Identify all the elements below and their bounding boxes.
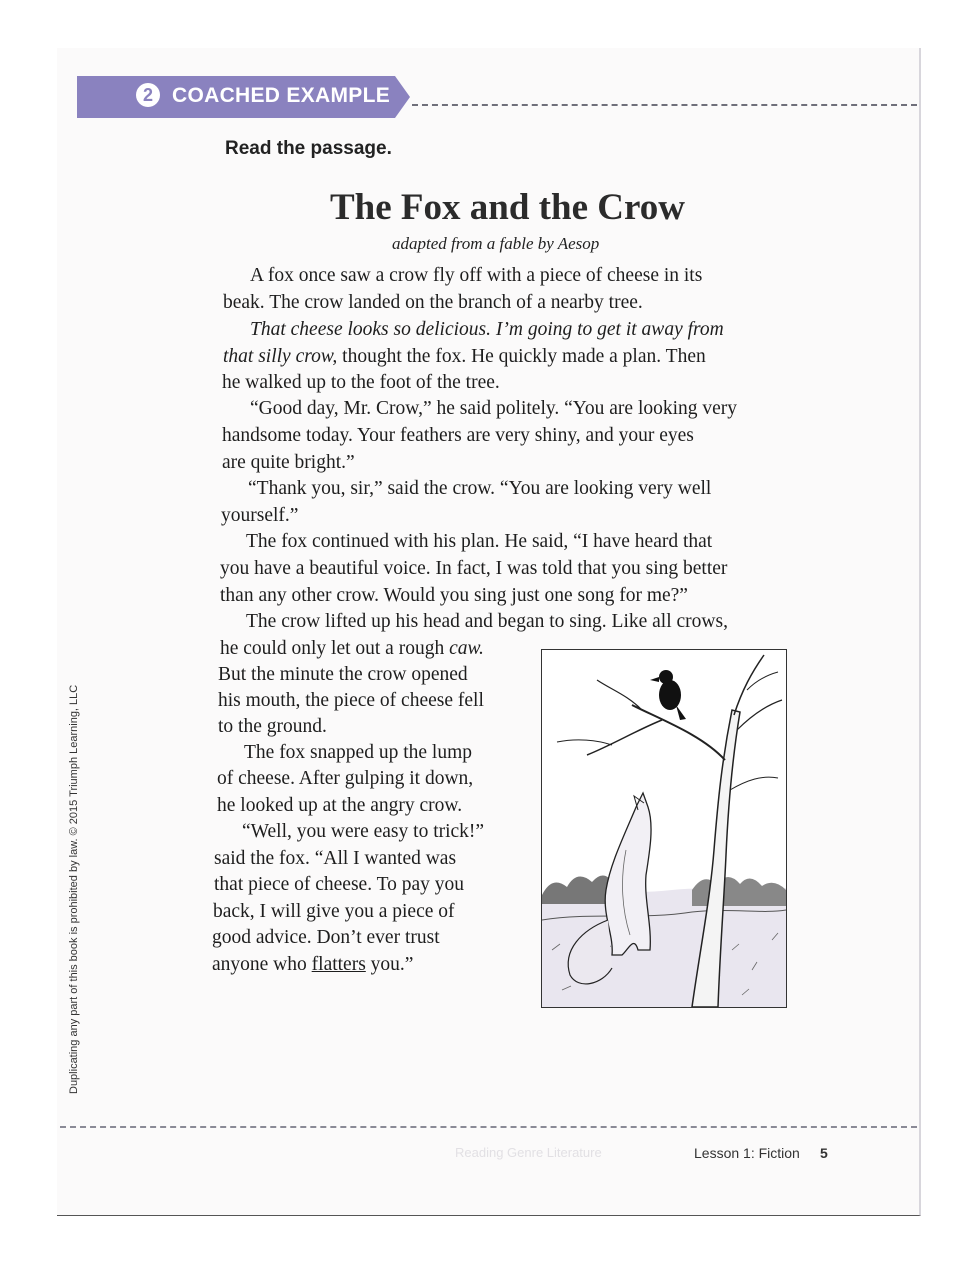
story-text: thought the fox. He quickly made a plan. Then [337,346,706,367]
story-line [250,398,737,420]
story-line [218,690,484,712]
story-line [217,795,462,817]
story-text: anyone who [212,954,312,975]
story-line [212,927,440,949]
story-text: said the fox. “All I wanted was [214,848,457,869]
vocabulary-word: flatters [311,954,366,975]
story-line [221,505,298,527]
story-line [212,954,413,976]
footer-lesson-label: Lesson 1: Fiction [694,1145,800,1161]
instruction-text: Read the passage. [225,138,392,159]
story-text: good advice. Don’t ever trust [212,927,440,948]
story-text: caw. [449,638,484,659]
story-line [246,531,712,553]
story-text: that silly crow, [223,346,338,367]
story-text: to the ground. [218,716,327,737]
story-text: But the minute the crow opened [218,664,468,685]
bleed-through-text: Reading Genre Literature [455,1145,602,1160]
story-text: The crow lifted up his head and began to sing. Like all crows, [246,611,728,632]
story-line [218,664,468,686]
story-byline: adapted from a fable by Aesop [392,234,600,253]
story-text: he looked up at the angry crow. [217,795,463,816]
story-text: handsome today. Your feathers are very shiny, and your eyes [222,425,694,446]
story-line [222,452,355,474]
story-line [220,585,688,607]
story-text: “Thank you, sir,” said the crow. “You are looking very well [248,478,712,499]
story-line [220,558,727,580]
page-number: 5 [820,1145,828,1161]
story-text: he walked up to the foot of the tree. [222,372,500,393]
story-line [223,346,706,368]
story-line [250,265,702,287]
story-line [214,848,456,870]
story-line [213,901,455,923]
story-line [223,292,643,314]
story-text: than any other crow. Would you sing just one song for me?” [220,585,688,606]
story-text: “Good day, Mr. Crow,” he said politely. “You are looking very [250,398,738,419]
dashed-divider-top [412,104,917,106]
dashed-divider-bottom [60,1126,917,1128]
fox-and-crow-illustration [541,649,787,1008]
story-line [248,478,711,500]
story-text: “Well, you were easy to trick!” [242,821,485,842]
story-line [222,372,500,394]
story-text: yourself.” [221,505,299,526]
story-text: are quite bright.” [222,452,355,473]
story-line [220,638,484,660]
story-line [222,425,694,447]
story-line [246,611,728,633]
story-line [244,742,472,764]
copyright-notice: Duplicating any part of this book is prohibited by law. © 2015 Triumph Learning, LLC [68,684,80,1094]
story-title: The Fox and the Crow [330,187,685,228]
story-text: That cheese looks so delicious. I’m going to get it away from [250,319,724,340]
story-text: he could only let out a rough [220,638,450,659]
banner-label: COACHED EXAMPLE [172,84,391,107]
story-text: A fox once saw a crow fly off with a piece of cheese in its [250,265,703,286]
story-text: you.” [365,954,414,975]
story-text: that piece of cheese. To pay you [214,874,465,895]
story-text: of cheese. After gulping it down, [217,768,474,789]
story-line [217,768,473,790]
story-text: beak. The crow landed on the branch of a nearby tree. [223,292,643,313]
story-line [250,319,724,341]
story-line [218,716,327,738]
story-text: his mouth, the piece of cheese fell [218,690,484,711]
story-line [242,821,484,843]
story-text: The fox continued with his plan. He said, “I have heard that [246,531,713,552]
story-line [214,874,464,896]
step-number-badge: 2 [136,83,160,107]
story-text: The fox snapped up the lump [244,742,472,763]
story-text: back, I will give you a piece of [213,901,455,922]
story-text: you have a beautiful voice. In fact, I was told that you sing better [220,558,728,579]
